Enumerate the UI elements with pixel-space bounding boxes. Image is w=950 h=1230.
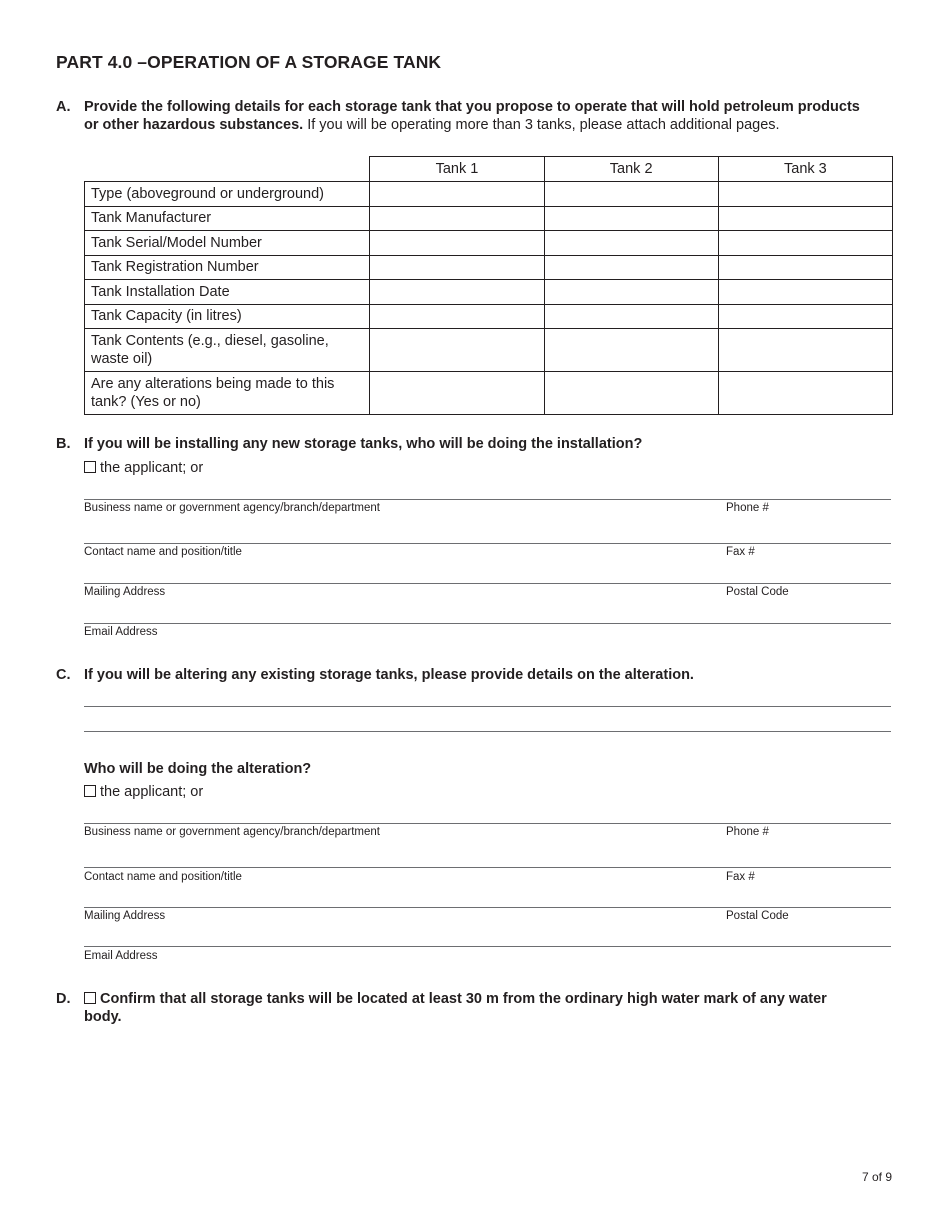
page-title: PART 4.0 –OPERATION OF A STORAGE TANK xyxy=(56,52,442,72)
tank-details-table xyxy=(84,156,893,415)
tank-2-contents-cell[interactable] xyxy=(544,329,718,372)
table-row xyxy=(85,372,893,415)
section-b-postal-label: Postal Code xyxy=(726,586,789,598)
tank-2-manufacturer-cell[interactable] xyxy=(544,206,718,231)
tank-1-registration-cell[interactable] xyxy=(370,255,544,280)
section-b-fax-label: Fax # xyxy=(726,546,755,558)
section-c-business-label: Business name or government agency/branch/department xyxy=(84,826,380,838)
tank-3-serial-cell[interactable] xyxy=(718,231,892,256)
row-label-type: Type (aboveground or underground) xyxy=(85,182,370,207)
section-a-bold-text: Provide the following details for each storage tank that you propose to operate that will hold petroleum products or other hazardous substances. xyxy=(84,99,860,133)
section-d-text: Confirm that all storage tanks will be located at least 30 m from the ordinary high water mark of any water body. xyxy=(84,991,827,1025)
tank-2-capacity-cell[interactable] xyxy=(544,304,718,329)
section-b-letter: B. xyxy=(56,436,71,452)
section-b-applicant-label: the applicant; or xyxy=(100,460,204,476)
section-c-email-line[interactable] xyxy=(84,946,891,947)
tank-3-contents-cell[interactable] xyxy=(718,329,892,372)
section-c-contact-line[interactable] xyxy=(84,867,891,868)
tank-2-serial-cell[interactable] xyxy=(544,231,718,256)
tank-3-capacity-cell[interactable] xyxy=(718,304,892,329)
section-c-business-line[interactable] xyxy=(84,823,891,824)
tank-3-manufacturer-cell[interactable] xyxy=(718,206,892,231)
table-row xyxy=(85,206,893,231)
section-b-phone-label: Phone # xyxy=(726,502,769,514)
tank-1-installation-date-cell[interactable] xyxy=(370,280,544,305)
section-c-applicant-option xyxy=(84,784,203,800)
section-d-confirm-checkbox[interactable] xyxy=(84,992,96,1004)
row-label-capacity: Tank Capacity (in litres) xyxy=(85,304,370,329)
column-header-tank-1: Tank 1 xyxy=(370,157,544,182)
column-header-tank-3: Tank 3 xyxy=(718,157,892,182)
section-c-contact-label: Contact name and position/title xyxy=(84,871,242,883)
section-b-mailing-label: Mailing Address xyxy=(84,586,166,598)
section-c-postal-label: Postal Code xyxy=(726,910,789,922)
tank-3-registration-cell[interactable] xyxy=(718,255,892,280)
tank-2-type-cell[interactable] xyxy=(544,182,718,207)
section-c-applicant-checkbox[interactable] xyxy=(84,785,96,797)
column-header-tank-2: Tank 2 xyxy=(544,157,718,182)
tank-1-contents-cell[interactable] xyxy=(370,329,544,372)
section-c-phone-label: Phone # xyxy=(726,826,769,838)
section-c-mailing-label: Mailing Address xyxy=(84,910,166,922)
tank-1-manufacturer-cell[interactable] xyxy=(370,206,544,231)
section-c-sub-question: Who will be doing the alteration? xyxy=(84,761,312,777)
tank-1-alterations-cell[interactable] xyxy=(370,372,544,415)
row-label-manufacturer: Tank Manufacturer xyxy=(85,206,370,231)
section-a-normal-text: If you will be operating more than 3 tanks, please attach additional pages. xyxy=(303,117,780,133)
tank-1-capacity-cell[interactable] xyxy=(370,304,544,329)
table-row xyxy=(85,280,893,305)
tank-3-alterations-cell[interactable] xyxy=(718,372,892,415)
section-b-mailing-line[interactable] xyxy=(84,583,891,584)
section-c-email-label: Email Address xyxy=(84,950,158,962)
section-c-details-line-2[interactable] xyxy=(84,731,891,732)
section-b-business-label: Business name or government agency/branch/department xyxy=(84,502,380,514)
row-label-contents: Tank Contents (e.g., diesel, gasoline, waste oil) xyxy=(85,329,370,372)
table-row xyxy=(85,329,893,372)
section-c-mailing-line[interactable] xyxy=(84,907,891,908)
table-header-row xyxy=(85,157,893,182)
section-c-applicant-label: the applicant; or xyxy=(100,784,204,800)
section-c-letter: C. xyxy=(56,667,71,683)
table-row xyxy=(85,304,893,329)
section-b-business-line[interactable] xyxy=(84,499,891,500)
section-b-applicant-checkbox[interactable] xyxy=(84,461,96,473)
section-b-contact-label: Contact name and position/title xyxy=(84,546,242,558)
section-c-fax-label: Fax # xyxy=(726,871,755,883)
tank-2-registration-cell[interactable] xyxy=(544,255,718,280)
table-corner xyxy=(85,157,370,182)
tank-3-type-cell[interactable] xyxy=(718,182,892,207)
row-label-installation-date: Tank Installation Date xyxy=(85,280,370,305)
section-b-contact-line[interactable] xyxy=(84,543,891,544)
table-row xyxy=(85,231,893,256)
section-b-email-line[interactable] xyxy=(84,623,891,624)
section-a-instructions xyxy=(84,98,864,134)
section-c-question: If you will be altering any existing storage tanks, please provide details on the alteration. xyxy=(84,667,694,683)
tank-2-alterations-cell[interactable] xyxy=(544,372,718,415)
section-d-letter: D. xyxy=(56,991,71,1007)
section-b-question: If you will be installing any new storage tanks, who will be doing the installation? xyxy=(84,436,643,452)
section-a-letter: A. xyxy=(56,99,71,115)
tank-1-type-cell[interactable] xyxy=(370,182,544,207)
tank-2-installation-date-cell[interactable] xyxy=(544,280,718,305)
tank-1-serial-cell[interactable] xyxy=(370,231,544,256)
row-label-registration: Tank Registration Number xyxy=(85,255,370,280)
page-number: 7 of 9 xyxy=(862,1170,893,1184)
tank-3-installation-date-cell[interactable] xyxy=(718,280,892,305)
section-b-email-label: Email Address xyxy=(84,626,158,638)
row-label-alterations: Are any alterations being made to this tank? (Yes or no) xyxy=(85,372,370,415)
section-b-applicant-option xyxy=(84,460,203,476)
section-d-confirmation xyxy=(84,990,864,1026)
table-row xyxy=(85,182,893,207)
row-label-serial-model: Tank Serial/Model Number xyxy=(85,231,370,256)
section-c-details-line-1[interactable] xyxy=(84,706,891,707)
table-row xyxy=(85,255,893,280)
